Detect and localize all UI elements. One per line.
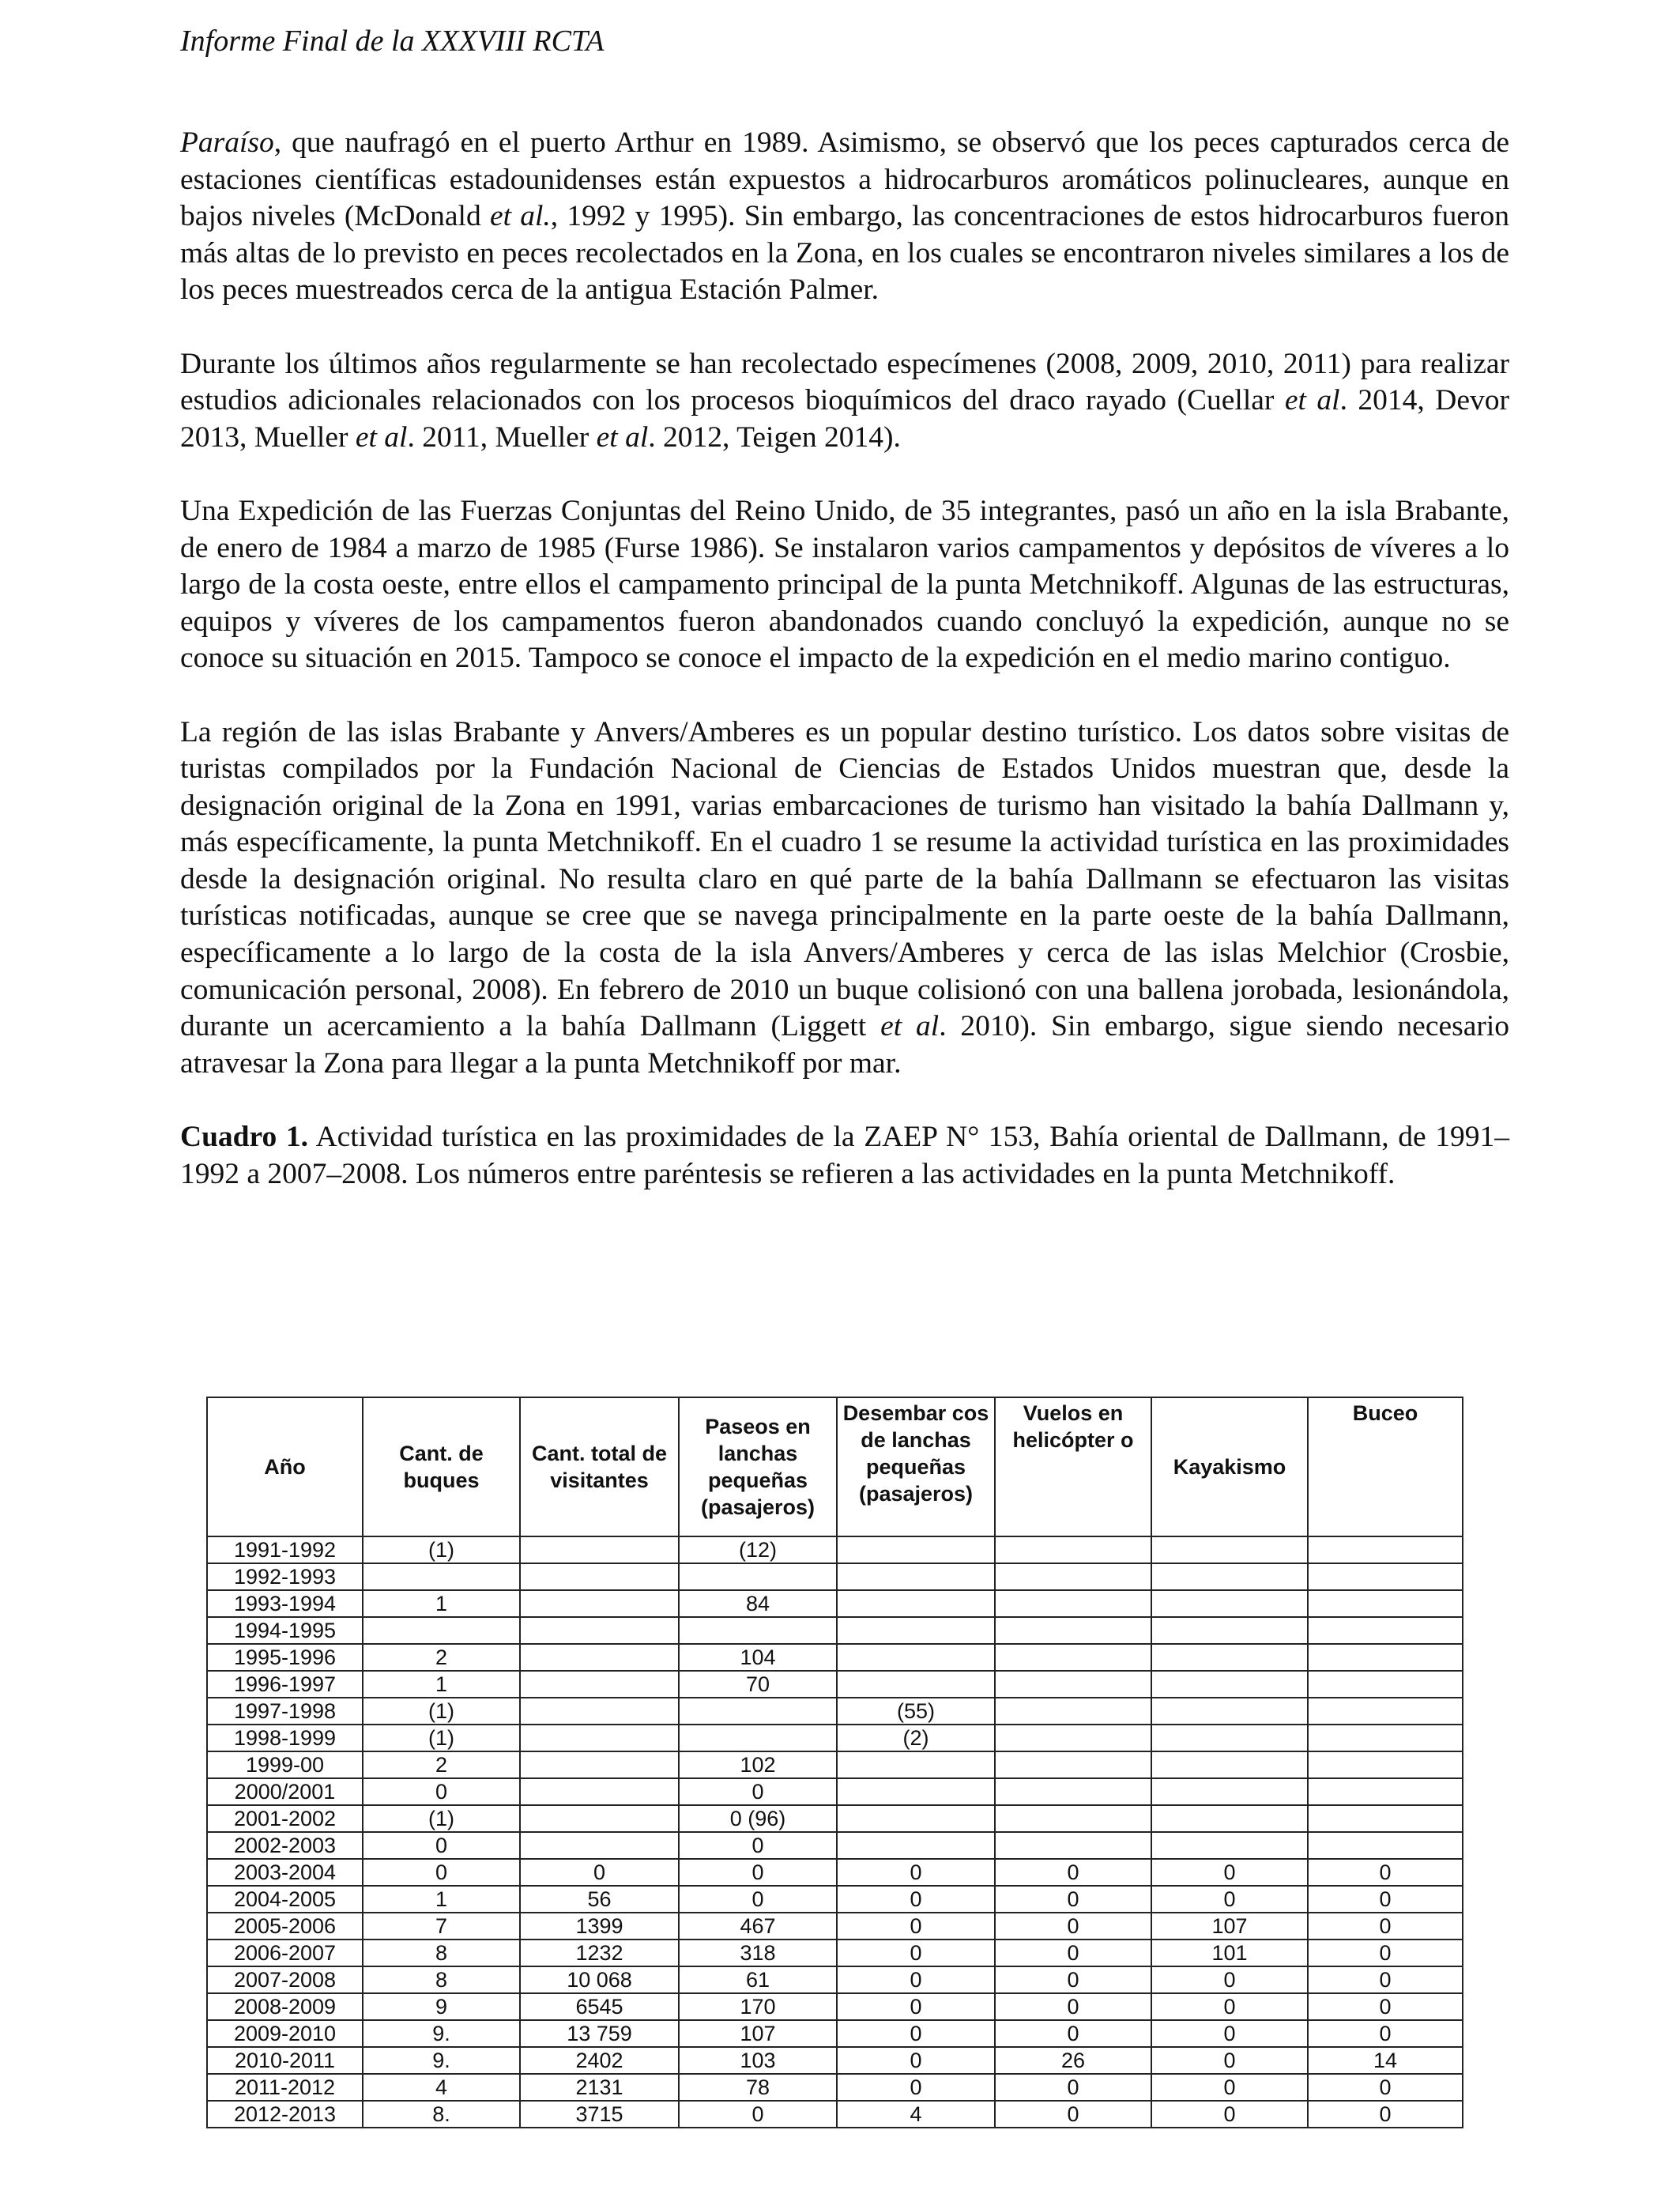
- table-row: [207, 1805, 1463, 1832]
- table-cell: 8.: [363, 2101, 520, 2128]
- cell-year: 2002-2003: [207, 1832, 363, 1859]
- table-cell: 1: [363, 1671, 520, 1698]
- table-cell: 0: [995, 2020, 1151, 2047]
- table-cell: [1151, 1832, 1308, 1859]
- table-cell: (1): [363, 1805, 520, 1832]
- table-cell: 0: [679, 1778, 837, 1805]
- table-cell: 61: [679, 1966, 837, 1993]
- cell-year: 1996-1997: [207, 1671, 363, 1698]
- table-cell: 8: [363, 1940, 520, 1966]
- table-row: [207, 2020, 1463, 2047]
- table-cell: [1151, 1751, 1308, 1778]
- table-cell: [1151, 1671, 1308, 1698]
- table-cell: [679, 1698, 837, 1725]
- table-cell: 26: [995, 2047, 1151, 2074]
- table-cell: 1399: [520, 1913, 679, 1940]
- table-cell: [1308, 1671, 1463, 1698]
- table-cell: 0: [837, 2020, 995, 2047]
- table-cell: (2): [837, 1725, 995, 1751]
- table-cell: 0: [995, 2074, 1151, 2101]
- col-header-landings: Desembar cos de lanchas pequeñas (pasajeros): [837, 1397, 995, 1536]
- table-cell: 0: [1308, 1940, 1463, 1966]
- cell-year: 1999-00: [207, 1751, 363, 1778]
- text-run: La región de las islas Brabante y Anvers/Amberes es un popular destino turístico. Los datos sobre visitas de turistas compilados por la Fundación Nacional de Ciencias de Estados Unidos muestran que, desde la designación original de la Zona en 1991, varias embarcaciones de turismo han visitado la bahía Dallmann y, más específicamente, la punta Metchnikoff. En el cuadro 1 se resume la actividad turística en las proximidades desde la designación original. No resulta claro en qué parte de la bahía Dallmann se efectuaron las visitas turísticas notificadas, aunque se cree que se navega principalmente en la parte oeste de la bahía Dallmann, específicamente a lo largo de la costa de la isla Anvers/Amberes y cerca de las islas Melchior (Crosbie, comunicación personal, 2008). En febrero de 2010 un buque colisionó con una ballena jorobada, lesionándola, durante un acercamiento a la bahía Dallmann (Liggett: [180, 715, 1509, 1043]
- table-cell: [520, 1536, 679, 1563]
- table-cell: 8: [363, 1966, 520, 1993]
- table-cell: 0: [1308, 2074, 1463, 2101]
- table-cell: [1151, 1805, 1308, 1832]
- table-cell: [1308, 1832, 1463, 1859]
- cell-year: 2001-2002: [207, 1805, 363, 1832]
- table-cell: 2402: [520, 2047, 679, 2074]
- col-header-visitors: Cant. total de visitantes: [520, 1397, 679, 1536]
- table-cell: 0: [679, 1859, 837, 1886]
- table-cell: [520, 1563, 679, 1590]
- table-cell: [995, 1725, 1151, 1751]
- table-row: [207, 1751, 1463, 1778]
- table-cell: 0 (96): [679, 1805, 837, 1832]
- table-cell: 0: [1151, 2020, 1308, 2047]
- table-cell: [520, 1698, 679, 1725]
- table-cell: 0: [837, 1913, 995, 1940]
- table-cell: 0: [363, 1832, 520, 1859]
- table-cell: 107: [1151, 1913, 1308, 1940]
- table-cell: [1151, 1725, 1308, 1751]
- table-cell: 0: [1151, 1993, 1308, 2020]
- table-cell: [995, 1536, 1151, 1563]
- table-cell: [837, 1536, 995, 1563]
- col-header-boat-cruises: Paseos en lanchas pequeñas (pasajeros): [679, 1397, 837, 1536]
- table-cell: [837, 1644, 995, 1671]
- col-header-diving: Buceo: [1308, 1397, 1463, 1536]
- col-header-ships: Cant. de buques: [363, 1397, 520, 1536]
- cell-year: 2006-2007: [207, 1940, 363, 1966]
- text-run: Actividad turística en las proximidades de la ZAEP N° 153, Bahía oriental de Dallmann, de 1991–1992 a 2007–2008. Los números entre paréntesis se refieren a las actividades en la punta Metchnikoff.: [180, 1121, 1510, 1190]
- table-cell: 318: [679, 1940, 837, 1966]
- table-cell: 0: [520, 1859, 679, 1886]
- table-cell: [1308, 1805, 1463, 1832]
- table-cell: [520, 1617, 679, 1644]
- table-row: [207, 1590, 1463, 1617]
- text-run: Paraíso: [180, 126, 274, 159]
- table-cell: [1308, 1644, 1463, 1671]
- table-cell: [520, 1725, 679, 1751]
- table-cell: 56: [520, 1886, 679, 1913]
- table-cell: 0: [1308, 1966, 1463, 1993]
- table-row: [207, 1617, 1463, 1644]
- table-row: [207, 1913, 1463, 1940]
- table-cell: [995, 1617, 1151, 1644]
- cell-year: 1994-1995: [207, 1617, 363, 1644]
- col-header-helicopter: Vuelos en helicópter o: [995, 1397, 1151, 1536]
- paragraph: [180, 714, 1509, 1083]
- table-row: [207, 1778, 1463, 1805]
- cell-year: 1991-1992: [207, 1536, 363, 1563]
- text-run: et al: [596, 420, 649, 454]
- cell-year: 2005-2006: [207, 1913, 363, 1940]
- table-cell: (1): [363, 1725, 520, 1751]
- table-cell: [520, 1644, 679, 1671]
- table-cell: [995, 1671, 1151, 1698]
- table-cell: [679, 1563, 837, 1590]
- table-cell: 0: [837, 1940, 995, 1966]
- table-row: [207, 1940, 1463, 1966]
- cell-year: 2010-2011: [207, 2047, 363, 2074]
- table-cell: 7: [363, 1913, 520, 1940]
- table-cell: 0: [995, 1886, 1151, 1913]
- table-cell: [995, 1751, 1151, 1778]
- table-cell: [995, 1698, 1151, 1725]
- cell-year: 1992-1993: [207, 1563, 363, 1590]
- table-cell: [363, 1563, 520, 1590]
- tourism-activity-table: [206, 1397, 1463, 2128]
- table-cell: 0: [1151, 2074, 1308, 2101]
- paragraph: [180, 125, 1509, 309]
- table-cell: 0: [995, 1913, 1151, 1940]
- table-row: [207, 1698, 1463, 1725]
- text-run: . 2014, Devor 2013, Mueller: [180, 384, 1509, 454]
- table-body: [207, 1536, 1463, 2128]
- table-cell: 0: [1308, 2101, 1463, 2128]
- table-cell: [520, 1751, 679, 1778]
- table-cell: [995, 1778, 1151, 1805]
- table-cell: 0: [837, 1886, 995, 1913]
- table-row: [207, 1536, 1463, 1563]
- table-cell: [520, 1805, 679, 1832]
- table-cell: [520, 1832, 679, 1859]
- text-run: . 2010). Sin embargo, sigue siendo necesario atravesar la Zona para llegar a la punta Metchnikoff por mar.: [180, 1010, 1510, 1080]
- table-cell: [837, 1590, 995, 1617]
- table-cell: 0: [995, 1966, 1151, 1993]
- table-cell: (55): [837, 1698, 995, 1725]
- table-cell: 0: [995, 1993, 1151, 2020]
- table-cell: 0: [363, 1859, 520, 1886]
- table-cell: 14: [1308, 2047, 1463, 2074]
- table-cell: [1151, 1644, 1308, 1671]
- table-cell: 0: [1308, 2020, 1463, 2047]
- paragraph: [180, 493, 1509, 677]
- table-cell: [995, 1805, 1151, 1832]
- table-cell: 3715: [520, 2101, 679, 2128]
- table-cell: 102: [679, 1751, 837, 1778]
- table-cell: [837, 1617, 995, 1644]
- table-row: [207, 1671, 1463, 1698]
- cell-year: 1993-1994: [207, 1590, 363, 1617]
- table-cell: [1151, 1563, 1308, 1590]
- table-cell: [1308, 1778, 1463, 1805]
- table-cell: 1: [363, 1590, 520, 1617]
- text-run: et al: [355, 420, 408, 454]
- table-cell: [1308, 1563, 1463, 1590]
- table-row: [207, 1832, 1463, 1859]
- table-cell: [837, 1563, 995, 1590]
- text-run: , 1992 y 1995). Sin embargo, las concentraciones de estos hidrocarburos fueron más altas de lo previsto en peces recolectados en la Zona, en los cuales se encontraron niveles similares a los de los peces muestreados cerca de la antigua Estación Palmer.: [180, 200, 1509, 307]
- table-cell: [1308, 1617, 1463, 1644]
- table-cell: [1308, 1590, 1463, 1617]
- table-cell: 9.: [363, 2020, 520, 2047]
- table-cell: 0: [837, 1859, 995, 1886]
- table-cell: 4: [363, 2074, 520, 2101]
- text-run: . 2011, Mueller: [407, 420, 597, 454]
- table-row: [207, 1725, 1463, 1751]
- table-header-row: [207, 1397, 1463, 1536]
- table-cell: [363, 1617, 520, 1644]
- cell-year: 1995-1996: [207, 1644, 363, 1671]
- table-cell: [995, 1563, 1151, 1590]
- table-cell: [520, 1671, 679, 1698]
- table-cell: 2: [363, 1751, 520, 1778]
- table-cell: [1308, 1536, 1463, 1563]
- table-row: [207, 1859, 1463, 1886]
- table-cell: 1232: [520, 1940, 679, 1966]
- table-cell: [995, 1644, 1151, 1671]
- table-cell: 6545: [520, 1993, 679, 2020]
- table-cell: 0: [1308, 1859, 1463, 1886]
- table-cell: 0: [363, 1778, 520, 1805]
- table-cell: 0: [679, 2101, 837, 2128]
- table-cell: 0: [1308, 1993, 1463, 2020]
- table-cell: 0: [1151, 2047, 1308, 2074]
- table-cell: [679, 1725, 837, 1751]
- table-cell: [995, 1590, 1151, 1617]
- cell-year: 2000/2001: [207, 1778, 363, 1805]
- table-cell: [837, 1778, 995, 1805]
- table-cell: 170: [679, 1993, 837, 2020]
- table-row: [207, 1993, 1463, 2020]
- table-cell: [995, 1832, 1151, 1859]
- table-row: [207, 1563, 1463, 1590]
- table-cell: 0: [995, 1940, 1151, 1966]
- table-cell: 0: [1151, 1966, 1308, 1993]
- table-cell: 0: [1308, 1886, 1463, 1913]
- table-cell: 0: [995, 2101, 1151, 2128]
- table-cell: 4: [837, 2101, 995, 2128]
- table-cell: 101: [1151, 1940, 1308, 1966]
- running-header: Informe Final de la XXXVIII RCTA: [180, 25, 605, 58]
- table-cell: [520, 1778, 679, 1805]
- cell-year: 2007-2008: [207, 1966, 363, 1993]
- cell-year: 2011-2012: [207, 2074, 363, 2101]
- table-cell: [837, 1671, 995, 1698]
- table-cell: 13 759: [520, 2020, 679, 2047]
- table-cell: (12): [679, 1536, 837, 1563]
- table-cell: [1151, 1778, 1308, 1805]
- paragraph: [180, 346, 1509, 457]
- table-cell: 1: [363, 1886, 520, 1913]
- table-cell: 78: [679, 2074, 837, 2101]
- table-cell: 0: [837, 2047, 995, 2074]
- text-run: Una Expedición de las Fuerzas Conjuntas del Reino Unido, de 35 integrantes, pasó un año en la isla Brabante, de enero de 1984 a marzo de 1985 (Furse 1986). Se instalaron varios campamentos y depósitos de víveres a lo largo de la costa oeste, entre ellos el campamento principal de la punta Metchnikoff. Algunas de las estructuras, equipos y víveres de los campamentos fueron abandonados cuando concluyó la expedición, aunque no se conoce su situación en 2015. Tampoco se conoce el impacto de la expedición en el medio marino contiguo.: [180, 494, 1509, 675]
- table-cell: 0: [679, 1832, 837, 1859]
- text-run: Cuadro 1.: [180, 1121, 309, 1154]
- table-cell: [1151, 1698, 1308, 1725]
- text-run: et al: [1284, 384, 1340, 417]
- table-cell: 104: [679, 1644, 837, 1671]
- table-cell: 107: [679, 2020, 837, 2047]
- col-header-kayaking: Kayakismo: [1151, 1397, 1308, 1536]
- body-text: [180, 125, 1509, 1193]
- table-cell: [520, 1590, 679, 1617]
- col-header-year: Año: [207, 1397, 363, 1536]
- table-cell: 2131: [520, 2074, 679, 2101]
- table-row: [207, 1644, 1463, 1671]
- table-row: [207, 2101, 1463, 2128]
- cell-year: 2004-2005: [207, 1886, 363, 1913]
- cell-year: 2003-2004: [207, 1859, 363, 1886]
- table-cell: [1308, 1725, 1463, 1751]
- table-cell: (1): [363, 1698, 520, 1725]
- table-cell: [837, 1751, 995, 1778]
- cell-year: 1998-1999: [207, 1725, 363, 1751]
- table-cell: 103: [679, 2047, 837, 2074]
- table-cell: 9.: [363, 2047, 520, 2074]
- table-cell: [1308, 1751, 1463, 1778]
- table-cell: [1151, 1617, 1308, 1644]
- table-cell: 70: [679, 1671, 837, 1698]
- table-cell: 467: [679, 1913, 837, 1940]
- table-cell: 84: [679, 1590, 837, 1617]
- cell-year: 1997-1998: [207, 1698, 363, 1725]
- table-row: [207, 1966, 1463, 1993]
- table-cell: 0: [1308, 1913, 1463, 1940]
- table-cell: [1151, 1590, 1308, 1617]
- cell-year: 2008-2009: [207, 1993, 363, 2020]
- table-cell: [837, 1832, 995, 1859]
- cell-year: 2012-2013: [207, 2101, 363, 2128]
- table-cell: 0: [995, 1859, 1151, 1886]
- cell-year: 2009-2010: [207, 2020, 363, 2047]
- table-cell: 9: [363, 1993, 520, 2020]
- table-cell: 0: [1151, 1859, 1308, 1886]
- table-cell: [679, 1617, 837, 1644]
- table-cell: 0: [837, 2074, 995, 2101]
- text-run: et al.: [489, 200, 551, 233]
- table-cell: (1): [363, 1536, 520, 1563]
- text-run: et al: [880, 1010, 940, 1043]
- table-row: [207, 2047, 1463, 2074]
- table-cell: [1308, 1698, 1463, 1725]
- table-cell: 0: [837, 1966, 995, 1993]
- text-run: . 2012, Teigen 2014).: [648, 420, 901, 454]
- text-run: , que naufragó en el puerto Arthur en 1989. Asimismo, se observó que los peces capturados cerca de estaciones científicas estadounidenses están expuestos a hidrocarburos aromáticos polinucleares, aunque en bajos niveles (McDonald: [180, 126, 1509, 233]
- table-caption: [180, 1119, 1509, 1193]
- table-cell: 0: [1151, 2101, 1308, 2128]
- table-cell: 0: [679, 1886, 837, 1913]
- table-cell: 2: [363, 1644, 520, 1671]
- table-row: [207, 1886, 1463, 1913]
- table-cell: 0: [837, 1993, 995, 2020]
- table-cell: [1151, 1536, 1308, 1563]
- table-cell: 10 068: [520, 1966, 679, 1993]
- table-cell: 0: [1151, 1886, 1308, 1913]
- table-row: [207, 2074, 1463, 2101]
- table-cell: [837, 1805, 995, 1832]
- text-run: Durante los últimos años regularmente se han recolectado especímenes (2008, 2009, 2010, 2011) para realizar estudios adicionales relacionados con los procesos bioquímicos del draco rayado (Cuellar: [180, 347, 1509, 417]
